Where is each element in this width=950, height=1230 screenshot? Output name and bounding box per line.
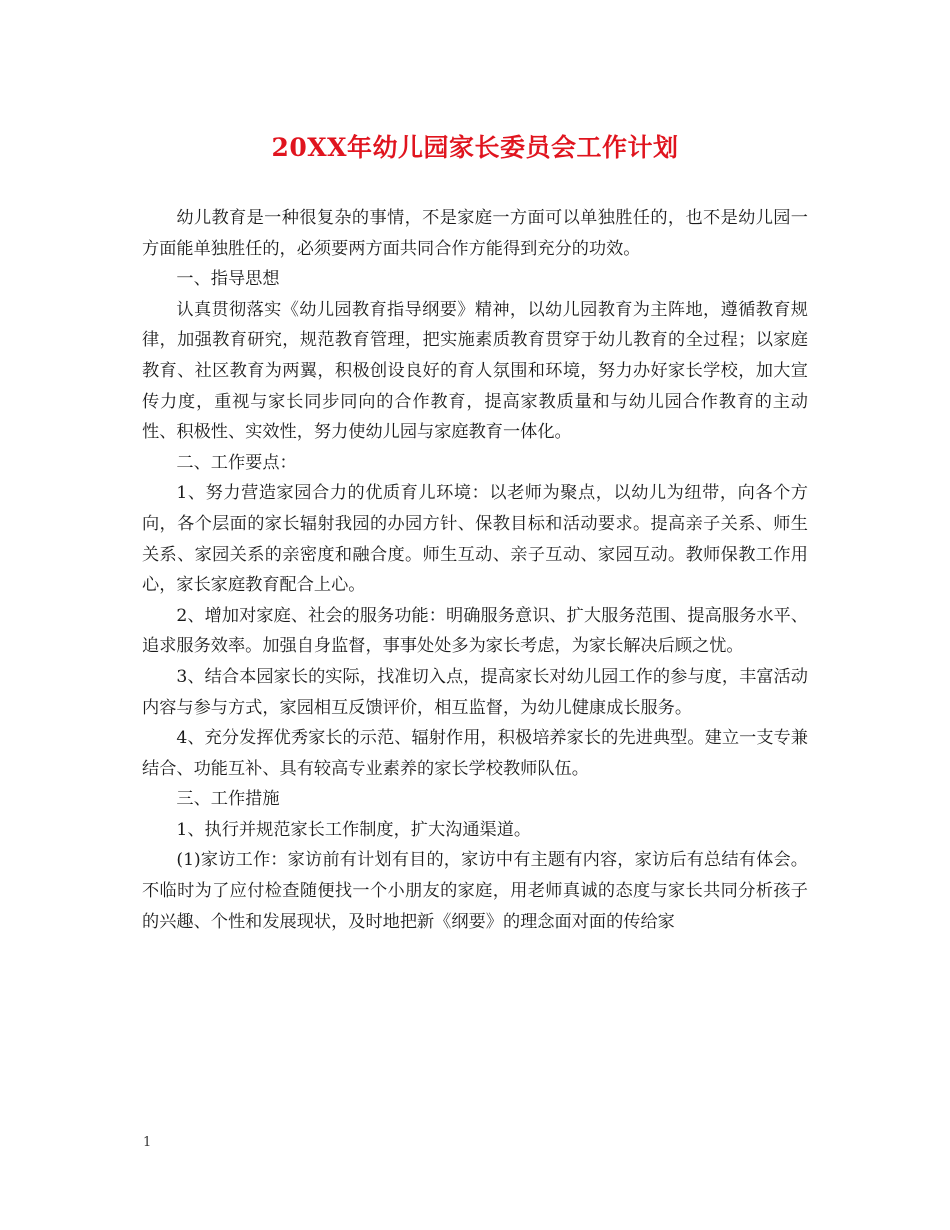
- guiding-ideology-paragraph: 认真贯彻落实《幼儿园教育指导纲要》精神，以幼儿园教育为主阵地，遵循教育规律，加强教育研究，规范教育管理，把实施素质教育贯穿于幼儿教育的全过程；以家庭教育、社区教育为两翼，积极创设良好的育人氛围和环境，努力办好家长学校，加大宣传力度，重视与家长同步同向的合作教育，提高家教质量和与幼儿园合作教育的主动性、积极性、实效性，努力使幼儿园与家庭教育一体化。: [142, 299, 808, 443]
- section-heading-work-points: 二、工作要点：: [176, 452, 297, 473]
- work-point-3: 3、结合本园家长的实际，找准切入点，提高家长对幼儿园工作的参与度，丰富活动内容与参与方式，家园相互反馈评价，相互监督，为幼儿健康成长服务。: [142, 666, 808, 718]
- work-point-4: 4、充分发挥优秀家长的示范、辐射作用，积极培养家长的先进典型。建立一支专兼结合、功能互补、具有较高专业素养的家长学校教师队伍。: [142, 728, 808, 779]
- page-number: 1: [143, 1135, 152, 1150]
- document-body: [142, 203, 808, 937]
- document-title: 20XX年幼儿园家长委员会工作计划: [271, 133, 679, 162]
- work-point-1: 1、努力营造家园合力的优质育儿环境：以老师为聚点，以幼儿为纽带，向各个方向，各个层面的家长辐射我园的办园方针、保教目标和活动要求。提高亲子关系、师生关系、家园关系的亲密度和融合度。师生互动、亲子互动、家园互动。教师保教工作用心，家长家庭教育配合上心。: [142, 483, 808, 596]
- section-heading-work-measures: 三、工作措施: [176, 789, 280, 810]
- work-measure-1: 1、执行并规范家长工作制度，扩大沟通渠道。: [176, 819, 532, 840]
- intro-paragraph: 幼儿教育是一种很复杂的事情，不是家庭一方面可以单独胜任的，也不是幼儿园一方面能单独胜任的，必须要两方面共同合作方能得到充分的功效。: [142, 208, 808, 259]
- work-point-2: 2、增加对家庭、社会的服务功能：明确服务意识、扩大服务范围、提高服务水平、追求服务效率。加强自身监督，事事处处多为家长考虑，为家长解决后顾之忧。: [142, 605, 808, 657]
- section-heading-guiding-ideology: 一、指导思想: [176, 269, 280, 290]
- home-visit-paragraph: (1)家访工作：家访前有计划有目的，家访中有主题有内容，家访后有总结有体会。不临时为了应付检查随便找一个小朋友的家庭，用老师真诚的态度与家长共同分析孩子的兴趣、个性和发展现状，及时地把新《纲要》的理念面对面的传给家: [142, 850, 808, 932]
